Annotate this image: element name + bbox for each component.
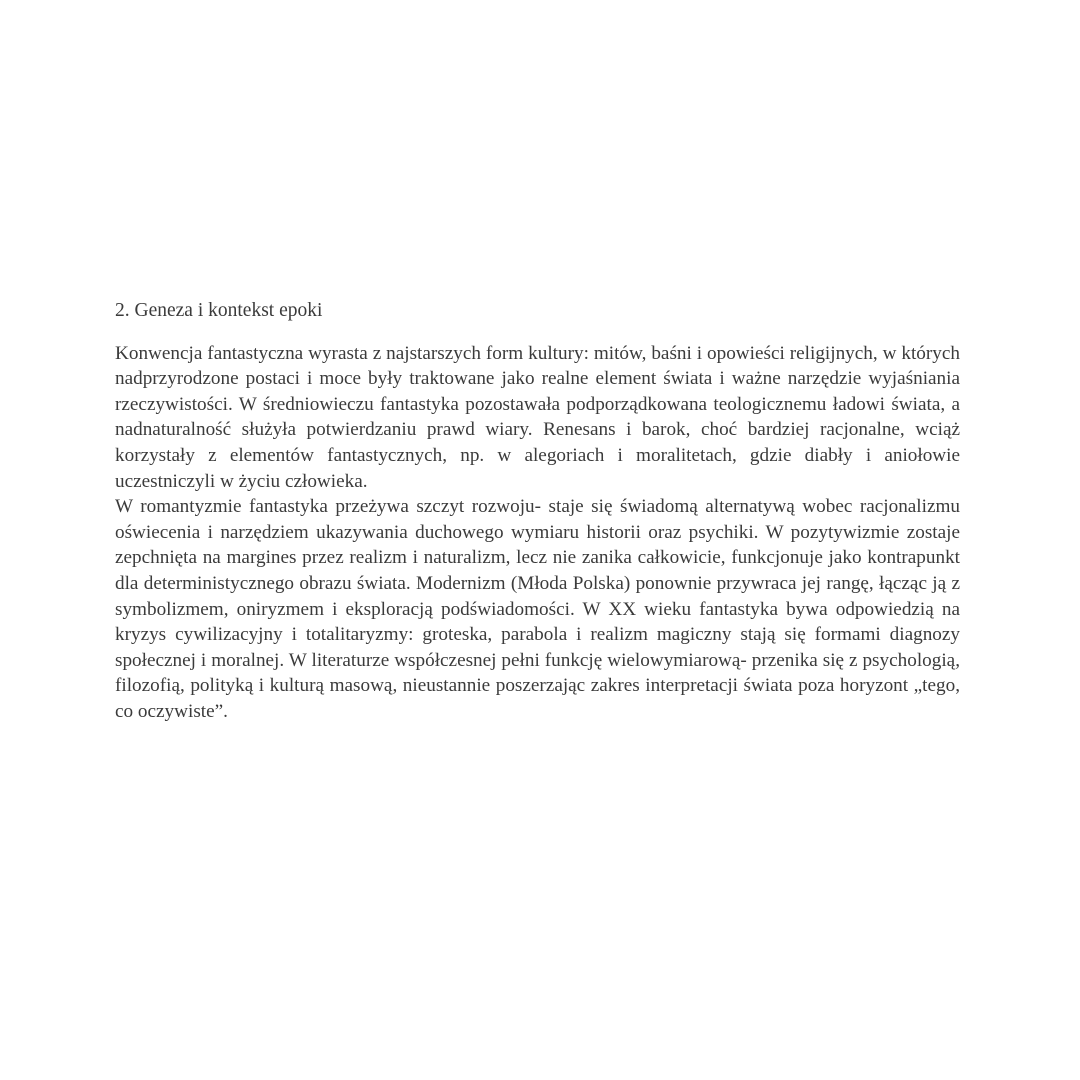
paragraph-epochs: W romantyzmie fantastyka przeżywa szczyt rozwoju- staje się świadomą alternatywą wobec racjonalizmu oświecenia i narzędziem ukazywania duchowego wymiaru historii oraz psychiki. W pozytywizmie zostaje zepchnięta na margines przez realizm i naturalizm, lecz nie zanika całkowicie, funkcjonuje jako kontrapunkt dla deterministycznego obrazu świata. Modernizm (Młoda Polska) ponownie przywraca jej rangę, łącząc ją z symbolizmem, oniryzmem i eksploracją podświadomości. W XX wieku fantastyka bywa odpowiedzią na kryzys cywilizacyjny i totalitaryzmy: groteska, parabola i realizm magiczny stają się formami diagnozy społecznej i moralnej. W literaturze współczesnej pełni funkcję wielowymiarową- przenika się z psychologią, filozofią, polityką i kulturą masową, nieustannie poszerzając zakres interpretacji świata poza horyzont „tego, co oczywiste”. xyxy=(115,496,960,722)
document-content xyxy=(115,298,960,725)
section-heading: 2. Geneza i kontekst epoki xyxy=(115,300,323,321)
paragraph-origins: Konwencja fantastyczna wyrasta z najstarszych form kultury: mitów, baśni i opowieści religijnych, w których nadprzyrodzone postaci i moce były traktowane jako realne element świata i ważne narzędzie wyjaśniania rzeczywistości. W średniowieczu fantastyka pozostawała podporządkowana teologicznemu ładowi świata, a nadnaturalność służyła potwierdzaniu prawd wiary. Renesans i barok, choć bardziej racjonalne, wciąż korzystały z elementów fantastycznych, np. w alegoriach i moralitetach, gdzie diabły i aniołowie uczestniczyli w życiu człowieka. xyxy=(115,342,960,492)
